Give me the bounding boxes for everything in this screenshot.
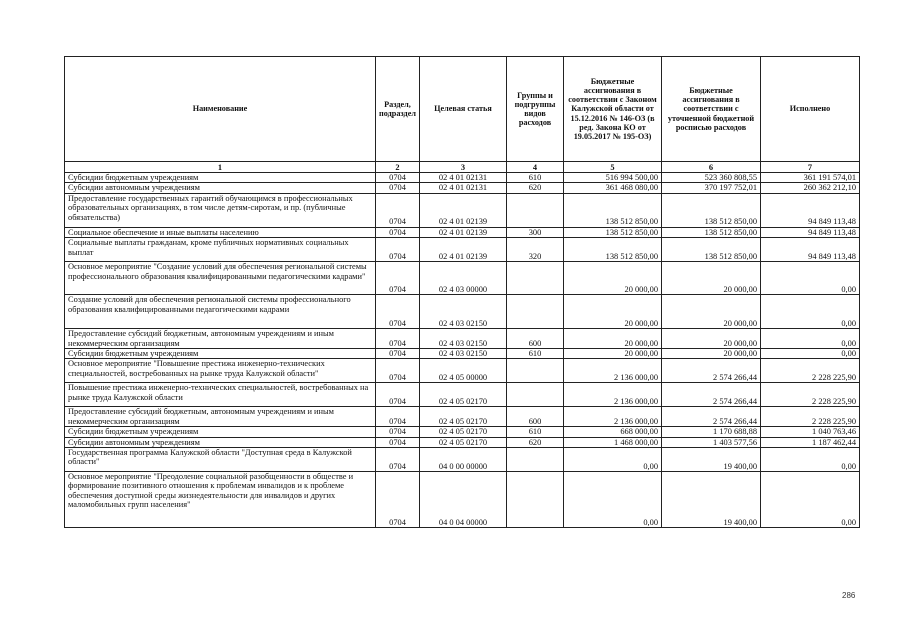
row-name: Субсидии бюджетным учреждениям bbox=[65, 173, 376, 183]
row-section: 0704 bbox=[376, 238, 420, 262]
row-law-amount: 0,00 bbox=[564, 472, 662, 528]
row-executed-amount: 260 362 212,10 bbox=[761, 183, 860, 193]
row-group bbox=[507, 448, 564, 472]
table-row bbox=[65, 173, 860, 183]
row-group bbox=[507, 295, 564, 329]
row-section: 0704 bbox=[376, 183, 420, 193]
column-number: 6 bbox=[662, 162, 761, 173]
row-law-amount: 516 994 500,00 bbox=[564, 173, 662, 183]
row-adjusted-amount: 138 512 850,00 bbox=[662, 193, 761, 227]
table-row bbox=[65, 262, 860, 295]
row-name: Основное мероприятие "Преодоление социальной разобщенности в обществе и формирование позитивного отношения к проблемам инвалидов и к проблеме обеспечения доступной среды жизнедеятельности для инвалидов и других маломобильных групп населения" bbox=[65, 472, 376, 528]
column-number: 1 bbox=[65, 162, 376, 173]
row-name: Субсидии бюджетным учреждениям bbox=[65, 427, 376, 437]
row-section: 0704 bbox=[376, 383, 420, 407]
row-target: 04 0 04 00000 bbox=[420, 472, 507, 528]
header-section: Раздел, подраздел bbox=[376, 57, 420, 162]
table-row bbox=[65, 183, 860, 193]
column-number: 4 bbox=[507, 162, 564, 173]
row-target: 02 4 05 02170 bbox=[420, 407, 507, 427]
row-target: 02 4 01 02131 bbox=[420, 173, 507, 183]
row-target: 02 4 05 02170 bbox=[420, 427, 507, 437]
row-executed-amount: 94 849 113,48 bbox=[761, 238, 860, 262]
row-name: Предоставление государственных гарантий обучающимся в профессиональных образовательных организациях, в том числе детям-сиротам, и пр. (публичные обязательства) bbox=[65, 193, 376, 227]
row-executed-amount: 94 849 113,48 bbox=[761, 227, 860, 237]
column-number: 2 bbox=[376, 162, 420, 173]
row-group: 300 bbox=[507, 227, 564, 237]
row-name: Социальное обеспечение и иные выплаты населению bbox=[65, 227, 376, 237]
row-target: 04 0 00 00000 bbox=[420, 448, 507, 472]
table-row bbox=[65, 437, 860, 447]
row-target: 02 4 01 02139 bbox=[420, 238, 507, 262]
column-number: 5 bbox=[564, 162, 662, 173]
row-executed-amount: 0,00 bbox=[761, 448, 860, 472]
row-executed-amount: 1 187 462,44 bbox=[761, 437, 860, 447]
row-section: 0704 bbox=[376, 193, 420, 227]
row-adjusted-amount: 19 400,00 bbox=[662, 448, 761, 472]
row-adjusted-amount: 19 400,00 bbox=[662, 472, 761, 528]
row-group bbox=[507, 383, 564, 407]
row-group: 600 bbox=[507, 329, 564, 349]
row-adjusted-amount: 20 000,00 bbox=[662, 295, 761, 329]
row-name: Создание условий для обеспечения региональной системы профессионального образования квалифицированными педагогическими кадрами bbox=[65, 295, 376, 329]
row-executed-amount: 0,00 bbox=[761, 295, 860, 329]
header-adjusted: Бюджетные ассигнования в соответствии с уточненной бюджетной росписью расходов bbox=[662, 57, 761, 162]
row-adjusted-amount: 2 574 266,44 bbox=[662, 359, 761, 383]
header-law: Бюджетные ассигнования в соответствии с Законом Калужской области от 15.12.2016 № 146-ОЗ (в ред. Закона КО от 19.05.2017 № 195-ОЗ) bbox=[564, 57, 662, 162]
header-row bbox=[65, 57, 860, 162]
row-group bbox=[507, 472, 564, 528]
row-group: 620 bbox=[507, 183, 564, 193]
row-executed-amount: 0,00 bbox=[761, 349, 860, 359]
row-section: 0704 bbox=[376, 295, 420, 329]
row-executed-amount: 94 849 113,48 bbox=[761, 193, 860, 227]
row-target: 02 4 03 00000 bbox=[420, 262, 507, 295]
row-adjusted-amount: 20 000,00 bbox=[662, 329, 761, 349]
row-law-amount: 668 000,00 bbox=[564, 427, 662, 437]
row-section: 0704 bbox=[376, 227, 420, 237]
row-target: 02 4 03 02150 bbox=[420, 329, 507, 349]
row-target: 02 4 03 02150 bbox=[420, 349, 507, 359]
header-group: Группы и подгруппы видов расходов bbox=[507, 57, 564, 162]
row-name: Предоставление субсидий бюджетным, автономным учреждениям и иным некоммерческим организациям bbox=[65, 329, 376, 349]
row-law-amount: 138 512 850,00 bbox=[564, 227, 662, 237]
table-row bbox=[65, 238, 860, 262]
row-name: Основное мероприятие "Создание условий для обеспечения региональной системы профессионального образования квалифицированными педагогическими кадрами" bbox=[65, 262, 376, 295]
row-section: 0704 bbox=[376, 472, 420, 528]
row-executed-amount: 2 228 225,90 bbox=[761, 359, 860, 383]
header-name: Наименование bbox=[65, 57, 376, 162]
column-number-row bbox=[65, 162, 860, 173]
row-adjusted-amount: 20 000,00 bbox=[662, 262, 761, 295]
row-target: 02 4 03 02150 bbox=[420, 295, 507, 329]
row-section: 0704 bbox=[376, 407, 420, 427]
row-adjusted-amount: 1 170 688,88 bbox=[662, 427, 761, 437]
table-row bbox=[65, 383, 860, 407]
row-law-amount: 2 136 000,00 bbox=[564, 359, 662, 383]
row-law-amount: 1 468 000,00 bbox=[564, 437, 662, 447]
row-name: Субсидии бюджетным учреждениям bbox=[65, 349, 376, 359]
row-name: Социальные выплаты гражданам, кроме публичных нормативных социальных выплат bbox=[65, 238, 376, 262]
row-section: 0704 bbox=[376, 349, 420, 359]
row-target: 02 4 05 00000 bbox=[420, 359, 507, 383]
table-row bbox=[65, 349, 860, 359]
table-row bbox=[65, 329, 860, 349]
row-law-amount: 138 512 850,00 bbox=[564, 193, 662, 227]
budget-table bbox=[64, 56, 860, 528]
table-row bbox=[65, 407, 860, 427]
row-target: 02 4 01 02139 bbox=[420, 193, 507, 227]
row-law-amount: 2 136 000,00 bbox=[564, 407, 662, 427]
row-group: 620 bbox=[507, 437, 564, 447]
row-group bbox=[507, 193, 564, 227]
row-adjusted-amount: 2 574 266,44 bbox=[662, 407, 761, 427]
row-adjusted-amount: 523 360 808,55 bbox=[662, 173, 761, 183]
row-group bbox=[507, 359, 564, 383]
row-law-amount: 2 136 000,00 bbox=[564, 383, 662, 407]
header-target: Целевая статья bbox=[420, 57, 507, 162]
row-executed-amount: 2 228 225,90 bbox=[761, 383, 860, 407]
row-target: 02 4 05 02170 bbox=[420, 437, 507, 447]
table-row bbox=[65, 359, 860, 383]
row-law-amount: 20 000,00 bbox=[564, 295, 662, 329]
row-law-amount: 0,00 bbox=[564, 448, 662, 472]
row-target: 02 4 05 02170 bbox=[420, 383, 507, 407]
row-executed-amount: 0,00 bbox=[761, 329, 860, 349]
table-row bbox=[65, 472, 860, 528]
row-adjusted-amount: 138 512 850,00 bbox=[662, 238, 761, 262]
table-row bbox=[65, 227, 860, 237]
row-section: 0704 bbox=[376, 437, 420, 447]
row-executed-amount: 361 191 574,01 bbox=[761, 173, 860, 183]
row-section: 0704 bbox=[376, 359, 420, 383]
row-group: 600 bbox=[507, 407, 564, 427]
table-row bbox=[65, 295, 860, 329]
row-law-amount: 20 000,00 bbox=[564, 262, 662, 295]
row-name: Основное мероприятие "Повышение престижа инженерно-технических специальностей, востребованных на рынке труда Калужской области" bbox=[65, 359, 376, 383]
row-executed-amount: 2 228 225,90 bbox=[761, 407, 860, 427]
row-group bbox=[507, 262, 564, 295]
column-number: 3 bbox=[420, 162, 507, 173]
table-body bbox=[65, 173, 860, 528]
row-adjusted-amount: 1 403 577,56 bbox=[662, 437, 761, 447]
row-law-amount: 138 512 850,00 bbox=[564, 238, 662, 262]
row-adjusted-amount: 2 574 266,44 bbox=[662, 383, 761, 407]
row-target: 02 4 01 02139 bbox=[420, 227, 507, 237]
header-executed: Исполнено bbox=[761, 57, 860, 162]
row-group: 610 bbox=[507, 349, 564, 359]
table-row bbox=[65, 193, 860, 227]
column-number: 7 bbox=[761, 162, 860, 173]
row-name: Субсидии автономным учреждениям bbox=[65, 437, 376, 447]
row-group: 610 bbox=[507, 427, 564, 437]
row-law-amount: 20 000,00 bbox=[564, 329, 662, 349]
row-name: Повышение престижа инженерно-технических специальностей, востребованных на рынке труда Калужской области bbox=[65, 383, 376, 407]
row-target: 02 4 01 02131 bbox=[420, 183, 507, 193]
row-executed-amount: 0,00 bbox=[761, 472, 860, 528]
row-law-amount: 20 000,00 bbox=[564, 349, 662, 359]
page-number: 286 bbox=[842, 591, 856, 600]
row-section: 0704 bbox=[376, 427, 420, 437]
table-row bbox=[65, 427, 860, 437]
row-name: Предоставление субсидий бюджетным, автономным учреждениям и иным некоммерческим организациям bbox=[65, 407, 376, 427]
row-section: 0704 bbox=[376, 262, 420, 295]
row-group: 610 bbox=[507, 173, 564, 183]
table-row bbox=[65, 448, 860, 472]
row-adjusted-amount: 20 000,00 bbox=[662, 349, 761, 359]
row-adjusted-amount: 138 512 850,00 bbox=[662, 227, 761, 237]
row-name: Субсидии автономным учреждениям bbox=[65, 183, 376, 193]
row-executed-amount: 1 040 763,46 bbox=[761, 427, 860, 437]
row-section: 0704 bbox=[376, 448, 420, 472]
row-group: 320 bbox=[507, 238, 564, 262]
row-executed-amount: 0,00 bbox=[761, 262, 860, 295]
row-law-amount: 361 468 080,00 bbox=[564, 183, 662, 193]
row-section: 0704 bbox=[376, 173, 420, 183]
row-adjusted-amount: 370 197 752,01 bbox=[662, 183, 761, 193]
row-name: Государственная программа Калужской области "Доступная среда в Калужской области" bbox=[65, 448, 376, 472]
row-section: 0704 bbox=[376, 329, 420, 349]
